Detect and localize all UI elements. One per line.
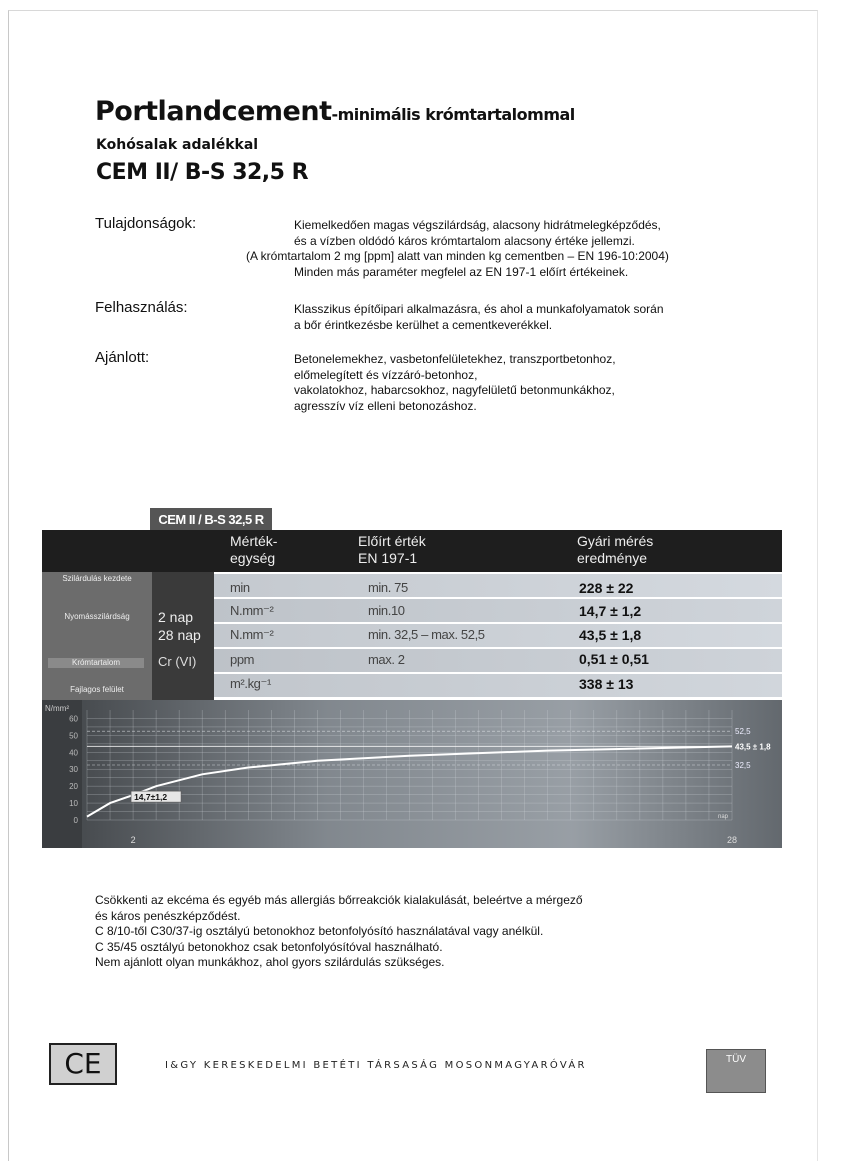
row-bg [214, 674, 782, 697]
unit-cell: N.mm⁻² [230, 603, 274, 618]
req-cell: max. 2 [368, 652, 405, 667]
x-tick-label: 2 [130, 835, 136, 845]
usage-text: Klasszikus építőipari alkalmazásra, és ahol a munkafolyamatok során a bőr érintkezésbe kerülhet a cementkeverékkel. [294, 302, 664, 332]
header-fac-1: Gyári mérés [577, 533, 654, 549]
x-axis-label: nap [717, 814, 728, 820]
properties-label: Tulajdonságok: [95, 215, 197, 232]
product-subtitle: Kohósalak adalékkal [96, 137, 259, 153]
usage-label: Felhasználás: [95, 299, 188, 316]
x-tick-label: 28 [726, 835, 738, 845]
company-footer: I&GY KERESKEDELMI BETÉTI TÁRSASÁG MOSONMAGYARÓVÁR [165, 1060, 587, 1071]
header-unit-1: Mérték- [230, 533, 278, 549]
fac-cell: 0,51 ± 0,51 [579, 651, 649, 667]
row-tag: Cr (VI) [158, 654, 197, 669]
note-line: C 35/45 osztályú betonokhoz csak betonfolyósítóval használható. [95, 939, 443, 954]
fac-cell: 228 ± 22 [579, 580, 634, 596]
y-tick-label: 60 [69, 714, 78, 724]
ce-mark-text: CE [64, 1047, 102, 1080]
unit-cell: m².kg⁻¹ [230, 676, 271, 691]
early-value-label: 14,7±1,2 [134, 792, 168, 803]
bottom-notes [95, 893, 583, 971]
row-name: Nyomásszilárdság [64, 612, 130, 621]
row-tag: 28 nap [158, 627, 201, 643]
row-name: Szilárdulás kezdete [62, 574, 132, 583]
req-cell: min. 75 [368, 580, 408, 595]
mean-value-label: 43,5 ± 1,8 [735, 742, 771, 752]
upper-limit-label: 52,5 [735, 727, 751, 737]
note-line: Nem ajánlott olyan munkákhoz, ahol gyors szilárdulás szükséges. [95, 955, 445, 969]
label-column [42, 572, 152, 700]
recommended-text: Betonelemekhez, vasbetonfelületekhez, transzportbetonhoz, előmelegített és vízzáró-betonhoz, vakolatokhoz, habarcsokhoz, nagyfelületű betonmunkákhoz, agresszív víz elleni betonozáshoz. [294, 352, 616, 413]
product-title [95, 96, 575, 127]
row-bg [214, 599, 782, 622]
row-tag: 2 nap [158, 609, 194, 625]
unit-cell: N.mm⁻² [230, 627, 274, 642]
fac-cell: 43,5 ± 1,8 [579, 627, 642, 643]
req-cell: min. 32,5 – max. 52,5 [368, 627, 485, 642]
fac-cell: 14,7 ± 1,2 [579, 603, 642, 619]
tuv-logo-text: TÜV [726, 1054, 746, 1065]
chart-svg [42, 700, 782, 848]
tuv-logo [706, 1049, 766, 1093]
header-fac-2: eredménye [577, 550, 648, 566]
ce-mark [49, 1043, 117, 1085]
row-bg [214, 624, 782, 647]
lower-limit-label: 32,5 [735, 761, 751, 770]
y-tick-label: 30 [69, 765, 78, 775]
unit-cell: ppm [230, 652, 255, 667]
table-header [42, 530, 782, 572]
row-name: Fajlagos felület [70, 685, 124, 694]
title-sub: -minimális krómtartalommal [331, 105, 575, 124]
y-tick-label: 40 [69, 748, 78, 758]
spec-table [42, 530, 782, 848]
y-tick-label: 20 [69, 782, 78, 792]
recommended-label: Ajánlott: [95, 349, 150, 366]
row-name: Krómtartalom [48, 658, 144, 668]
note-line: Csökkenti az ekcéma és egyéb más allergiás bőrreakciók kialakulását, beleértve a mérgező [95, 893, 583, 907]
fac-cell: 338 ± 13 [579, 676, 634, 692]
note-line: C 8/10-től C30/37-ig osztályú betonokhoz betonfolyósító használatával vagy anélkül. [95, 924, 544, 938]
table-tag: CEM II / B-S 32,5 R [150, 508, 272, 531]
header-unit-2: egység [230, 550, 276, 566]
header-req-1: Előírt érték [358, 533, 426, 549]
req-cell: min.10 [368, 603, 405, 618]
y-tick-label: 0 [73, 816, 78, 825]
properties-text: Kiemelkedően magas végszilárdság, alacsony hidrátmelegképződés, és a vízben oldódó káros krómtartalom alacsony értéke jellemzi. (A krómtartalom 2 mg [ppm] alatt van minden kg cementben – EN 196-10:2004) Minden más paraméter megfelel az EN 197-1 előírt értékeinek. [246, 218, 669, 279]
unit-cell: min [230, 580, 250, 595]
strength-chart [42, 700, 782, 848]
y-tick-label: 10 [69, 799, 78, 809]
y-tick-label: 50 [69, 731, 78, 741]
note-line: és káros penészképződést. [95, 908, 241, 923]
chart-background [82, 700, 782, 848]
header-req-2: EN 197-1 [358, 550, 418, 566]
product-code: CEM II/ B-S 32,5 R [96, 160, 309, 185]
row-bg [214, 574, 782, 597]
row-bg [214, 649, 782, 672]
y-axis-label: N/mm² [45, 704, 69, 713]
title-main: Portlandcement [95, 96, 332, 127]
